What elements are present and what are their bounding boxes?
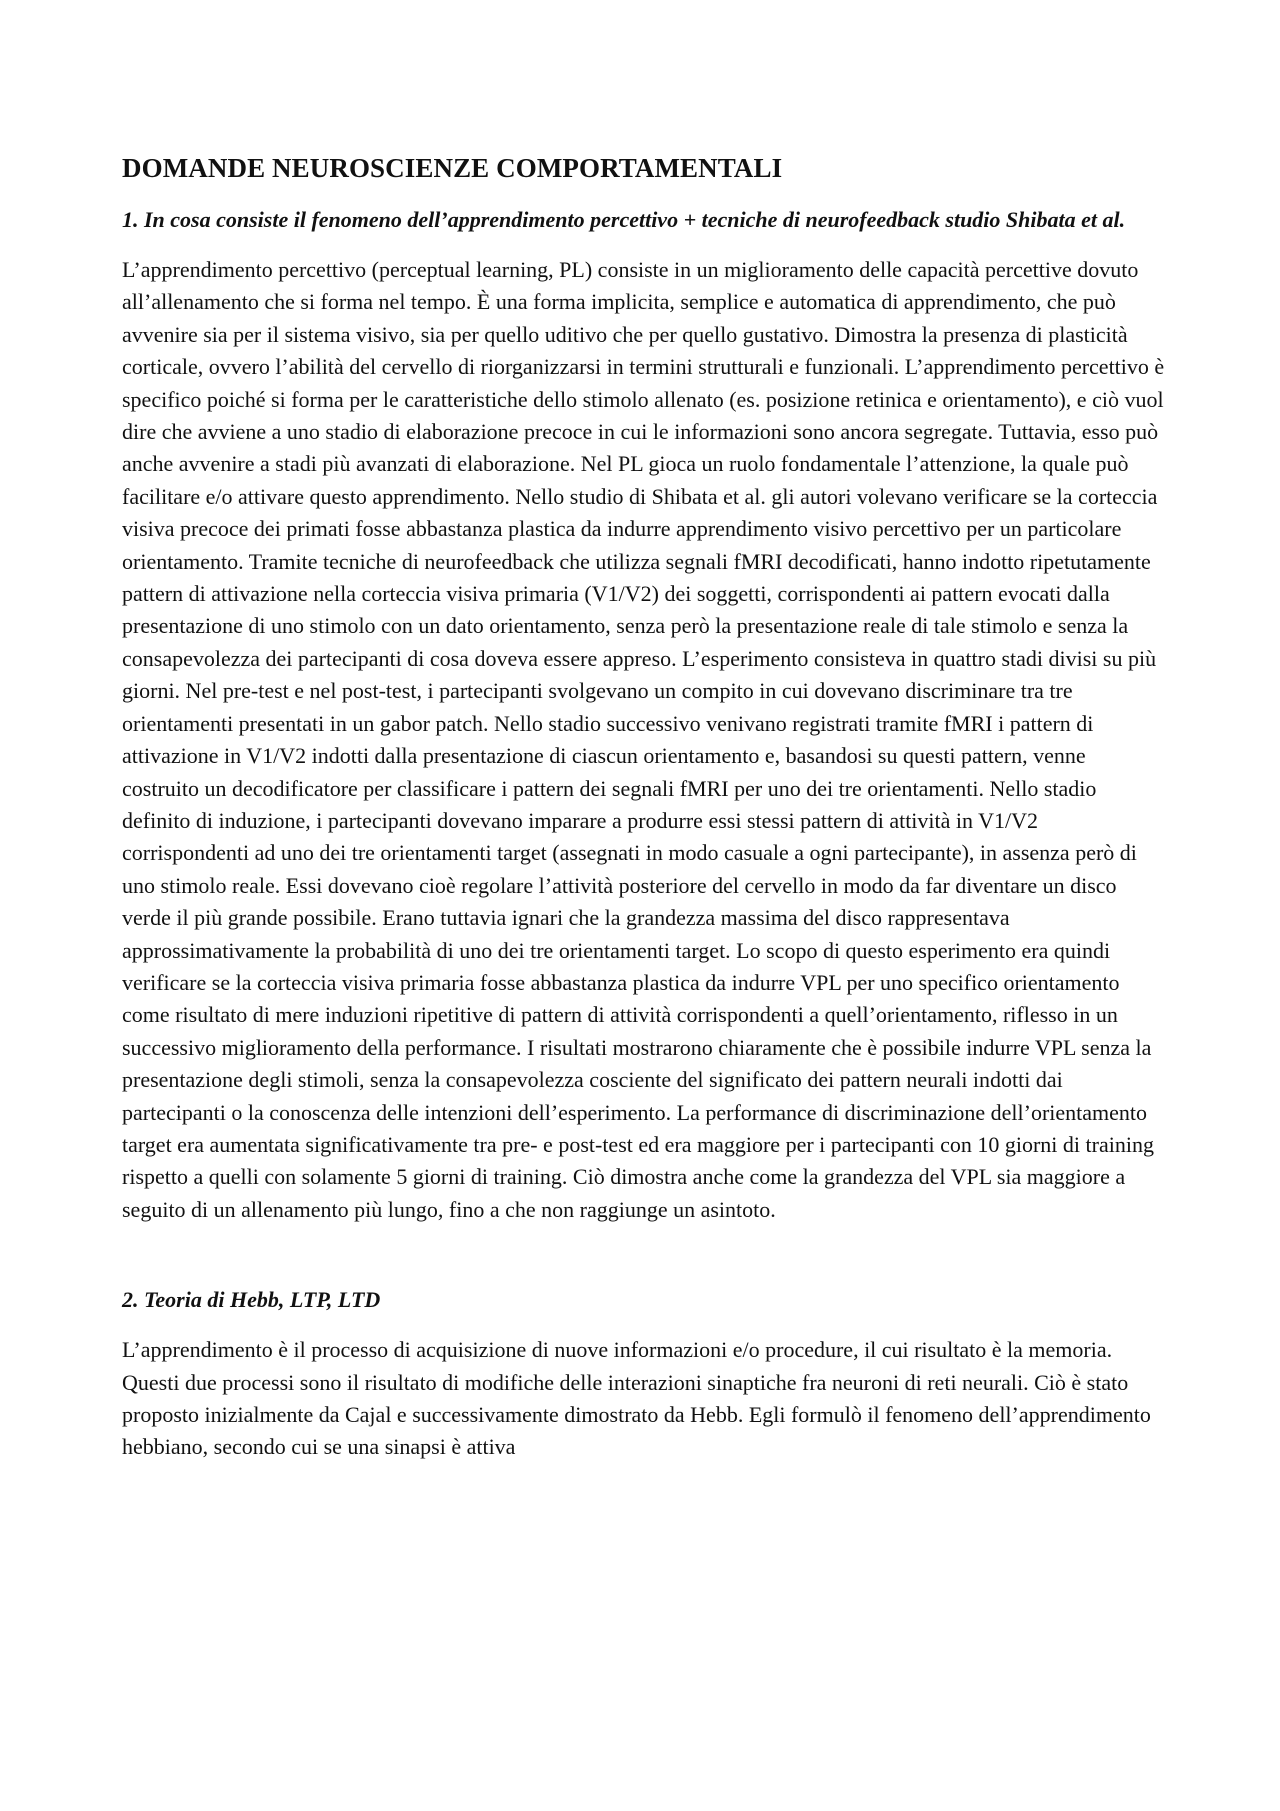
question-1-heading: 1. In cosa consiste il fenomeno dell’apprendimento percettivo + tecniche di neurofeedback studio Shibata et al. — [122, 207, 1126, 232]
question-1-answer: L’apprendimento percettivo (perceptual learning, PL) consiste in un miglioramento delle capacità percettive dovuto all’allenamento che si forma nel tempo. È una forma implicita, semplice e automatica di apprendimento, che può avvenire sia per il sistema visivo, sia per quello uditivo che per quello gustativo. Dimostra la presenza di plasticità corticale, ovvero l’abilità del cervello di riorganizzarsi in termini strutturali e funzionali. L’apprendimento percettivo è specifico poiché si forma per le caratteristiche dello stimolo allenato (es. posizione retinica e orientamento), e ciò vuol dire che avviene a uno stadio di elaborazione precoce in cui le informazioni sono ancora segregate. Tuttavia, esso può anche avvenire a stadi più avanzati di elaborazione. Nel PL gioca un ruolo fondamentale l’attenzione, la quale può facilitare e/o attivare questo apprendimento. Nello studio di Shibata et al. gli autori volevano verificare se la corteccia visiva precoce dei primati fosse abbastanza plastica da indurre apprendimento visivo percettivo per un particolare orientamento. Tramite tecniche di neurofeedback che utilizza segnali fMRI decodificati, hanno indotto ripetutamente pattern di attivazione nella corteccia visiva primaria (V1/V2) dei soggetti, corrispondenti ai pattern evocati dalla presentazione di uno stimolo con un dato orientamento, senza però la presentazione reale di tale stimolo e senza la consapevolezza dei partecipanti di cosa doveva essere appreso. L’esperimento consisteva in quattro stadi divisi su più giorni. Nel pre-test e nel post-test, i partecipanti svolgevano un compito in cui dovevano discriminare tra tre orientamenti presentati in un gabor patch. Nello stadio successivo venivano registrati tramite fMRI i pattern di attivazione in V1/V2 indotti dalla presentazione di ciascun orientamento e, basandosi su questi pattern, venne costruito un decodificatore per classificare i pattern dei segnali fMRI per uno dei tre orientamenti. Nello stadio definito di induzione, i partecipanti dovevano imparare a produrre essi stessi pattern di attività in V1/V2 corrispondenti ad uno dei tre orientamenti target (assegnati in modo casuale a ogni partecipante), in assenza però di uno stimolo reale. Essi dovevano cioè regolare l’attività posteriore del cervello in modo da far diventare un disco verde il più grande possibile. Erano tuttavia ignari che la grandezza massima del disco rappresentava approssimativamente la probabilità di uno dei tre orientamenti target. Lo scopo di questo esperimento era quindi verificare se la corteccia visiva primaria fosse abbastanza plastica da indurre VPL per uno specifico orientamento come risultato di mere induzioni ripetitive di pattern di attività corrispondenti a quell’orientamento, riflesso in un successivo miglioramento della performance. I risultati mostrarono chiaramente che è possibile indurre VPL senza la presentazione degli stimoli, senza la consapevolezza cosciente del significato dei pattern neurali indotti dai partecipanti o la conoscenza delle intenzioni dell’esperimento. La performance di discriminazione dell’orientamento target era aumentata significativamente tra pre- e post-test ed era maggiore per i partecipanti con 10 giorni di training rispetto a quelli con solamente 5 giorni di training. Ciò dimostra anche come la grandezza del VPL sia maggiore a seguito di un allenamento più lungo, fino a che non raggiunge un asintoto. — [122, 257, 1165, 1222]
document-title: DOMANDE NEUROSCIENZE COMPORTAMENTALI — [122, 153, 783, 183]
document-page — [122, 150, 1168, 1464]
question-2-answer: L’apprendimento è il processo di acquisizione di nuove informazioni e/o procedure, il cui risultato è la memoria. Questi due processi sono il risultato di modifiche delle interazioni sinaptiche fra neuroni di reti neurali. Ciò è stato proposto inizialmente da Cajal e successivamente dimostrato da Hebb. Egli formulò il fenomeno dell’apprendimento hebbiano, secondo cui se una sinapsi è attiva — [122, 1337, 1151, 1460]
question-2-heading: 2. Teoria di Hebb, LTP, LTD — [122, 1287, 381, 1313]
